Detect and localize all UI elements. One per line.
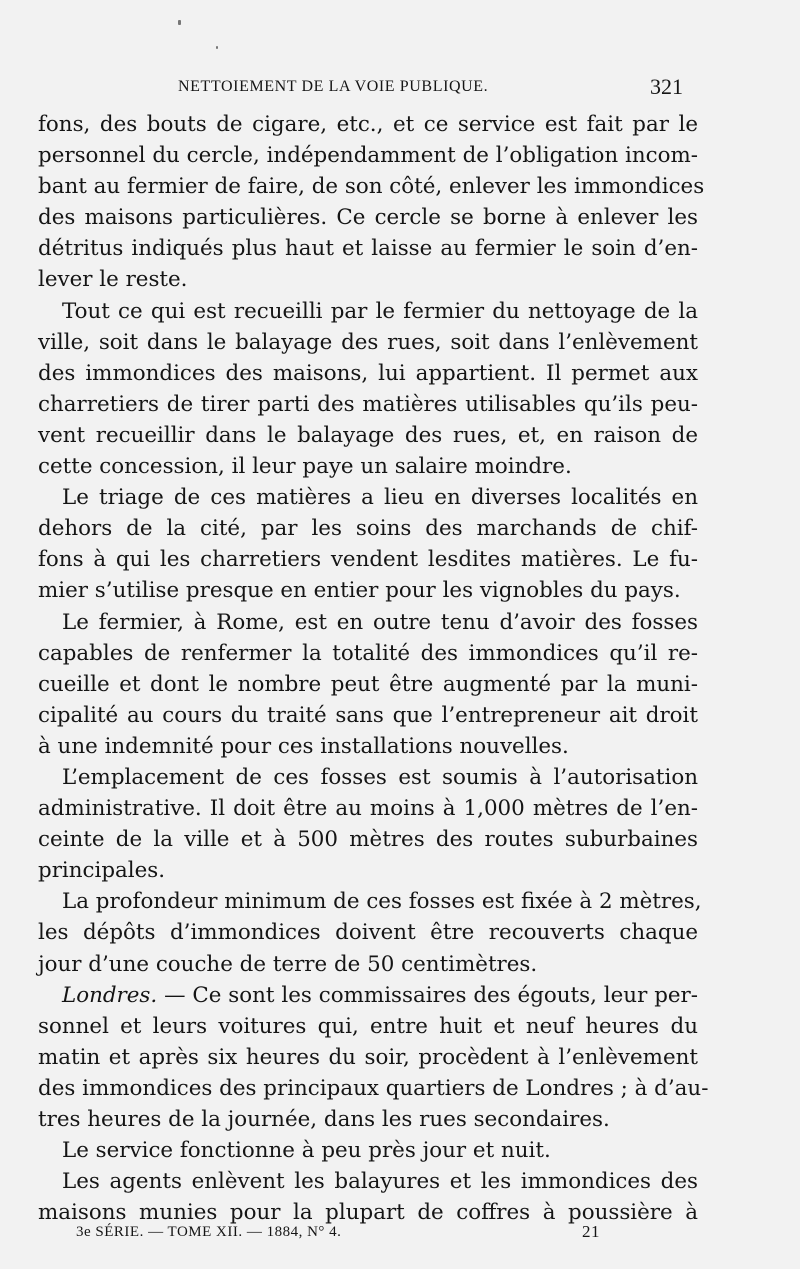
text-line: les dépôts d’immondices doivent être recouverts chaque [38, 920, 698, 946]
text-line [38, 980, 698, 1011]
running-title: NETTOIEMENT DE LA VOIE PUBLIQUE. [178, 78, 489, 95]
text-line: détritus indiqués plus haut et laisse au fermier le soin d’en- [38, 236, 698, 262]
text-line: principales. [38, 858, 166, 884]
text-line: cette concession, il leur paye un salaire moindre. [38, 454, 572, 480]
text-line: La profondeur minimum de ces fosses est fixée à 2 mètres, [62, 889, 702, 915]
text-line: Les agents enlèvent les balayures et les immondices des [62, 1169, 698, 1195]
running-head [0, 74, 800, 102]
text-line: jour d’une couche de terre de 50 centimètres. [38, 951, 538, 977]
text-line: des immondices des principaux quartiers de Londres ; à d’au- [38, 1075, 709, 1101]
text-line: personnel du cercle, indépendamment de l’obligation incom- [38, 143, 698, 169]
text-line: dehors de la cité, par les soins des marchands de chif- [38, 516, 698, 542]
text-line: maisons munies pour la plupart de coffres à poussière à [38, 1200, 698, 1226]
text-line: Le triage de ces matières a lieu en diverses localités en [62, 485, 698, 511]
text-line: L’emplacement de ces fosses est soumis à l’autorisation [62, 764, 698, 790]
section-lead-italic: Londres. [62, 982, 158, 1008]
text-line: vent recueillir dans le balayage des rues, et, en raison de [38, 422, 698, 448]
ink-speck [178, 20, 181, 25]
text-line: capables de renfermer la totalité des immondices qu’il re- [38, 640, 698, 666]
page-number: 321 [650, 74, 683, 99]
text-line: lever le reste. [38, 267, 188, 293]
text-line: ceinte de la ville et à 500 mètres des routes suburbaines [38, 827, 698, 853]
text-line: des immondices des maisons, lui appartient. Il permet aux [38, 360, 698, 386]
text-line: tres heures de la journée, dans les rues secondaires. [38, 1107, 610, 1132]
text-line: charretiers de tirer parti des matières utilisables qu’ils peu- [38, 391, 698, 417]
text-line: mier s’utilise presque en entier pour les vignobles du pays. [38, 578, 681, 604]
text-line: bant au fermier de faire, de son côté, enlever les immondices [38, 174, 705, 200]
signature-note: 3e SÉRIE. — TOME XII. — 1884, N° 4. [76, 1224, 342, 1240]
text-line: administrative. Il doit être au moins à 1,000 mètres de l’en- [38, 796, 698, 822]
body-text [38, 109, 709, 1228]
text-line: Le fermier, à Rome, est en outre tenu d’avoir des fosses [62, 609, 698, 635]
text-line: à une indemnité pour ces installations nouvelles. [38, 733, 569, 759]
text-line: Le service fonctionne à peu près jour et nuit. [62, 1138, 551, 1164]
text-line-rest: — Ce sont les commissaires des égouts, leur per- [157, 982, 698, 1008]
ink-speck [216, 46, 218, 49]
text-line: sonnel et leurs voitures qui, entre huit et neuf heures du [38, 1013, 698, 1039]
text-line: Tout ce qui est recueilli par le fermier du nettoyage de la [62, 298, 698, 324]
text-line: cueille et dont le nombre peut être augmenté par la muni- [38, 671, 698, 697]
text-line: des maisons particulières. Ce cercle se borne à enlever les [38, 205, 698, 231]
text-line: fons à qui les charretiers vendent lesdites matières. Le fu- [38, 547, 698, 573]
signature-mark: 21 [582, 1222, 600, 1241]
text-line: ville, soit dans le balayage des rues, soit dans l’enlèvement [38, 329, 698, 355]
text-line: cipalité au cours du traité sans que l’entrepreneur ait droit [38, 702, 698, 728]
text-line: fons, des bouts de cigare, etc., et ce service est fait par le [38, 112, 698, 137]
page-footer [0, 1222, 800, 1246]
text-line: matin et après six heures du soir, procèdent à l’enlèvement [38, 1044, 698, 1070]
